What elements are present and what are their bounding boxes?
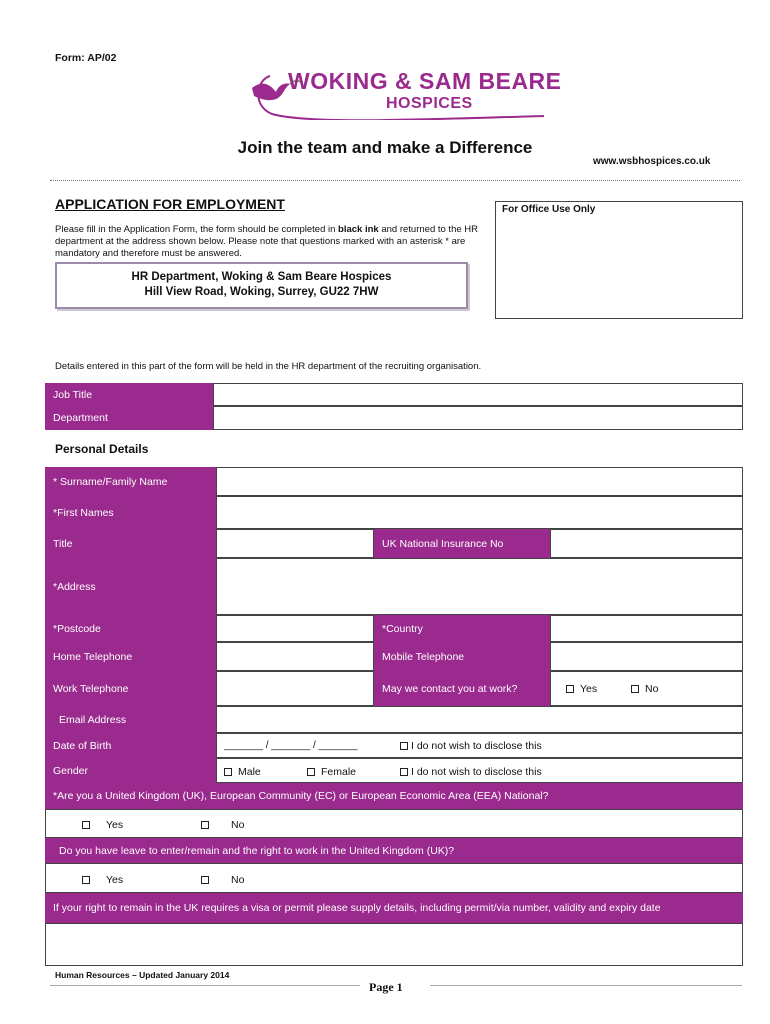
address-line-1: HR Department, Woking & Sam Beare Hospices: [131, 271, 392, 283]
contact-no-option[interactable]: [631, 683, 658, 695]
national-yes-label: Yes: [106, 819, 124, 831]
national-answer-row: [45, 809, 743, 838]
surname-field[interactable]: [216, 467, 743, 496]
surname-label: * Surname/Family Name: [45, 467, 216, 496]
gender-label: Gender: [45, 758, 216, 783]
address-line-2: Hill View Road, Woking, Surrey, GU22 7HW: [144, 286, 379, 298]
dob-no-disclose-label: I do not wish to disclose this: [411, 740, 542, 752]
checkbox-icon[interactable]: [201, 821, 209, 829]
leave-no-option[interactable]: [201, 874, 244, 886]
department-label: Department: [45, 406, 213, 430]
footer-line-right: [430, 985, 742, 986]
address-label: *Address: [45, 558, 216, 615]
gender-no-disclose-label: I do not wish to disclose this: [411, 766, 542, 778]
leave-yes-label: Yes: [106, 874, 124, 886]
website: www.wsbhospices.co.uk: [593, 156, 711, 167]
title-field[interactable]: [216, 529, 374, 558]
ni-number-field[interactable]: [550, 529, 743, 558]
hospice-logo: [248, 66, 562, 120]
gender-no-disclose-option[interactable]: [400, 766, 542, 778]
postcode-label: *Postcode: [45, 615, 216, 642]
intro-text-start: Please fill in the Application Form, the form should be completed in: [55, 224, 339, 235]
checkbox-icon[interactable]: [566, 685, 574, 693]
dob-row: [216, 733, 743, 758]
home-telephone-field[interactable]: [216, 642, 374, 671]
logo-line-2: HOSPICES: [386, 95, 473, 112]
form-code: Form: AP/02: [55, 52, 117, 64]
checkbox-icon[interactable]: [400, 742, 408, 750]
page-number: Page 1: [369, 980, 403, 994]
checkbox-icon[interactable]: [201, 876, 209, 884]
checkbox-icon[interactable]: [224, 768, 232, 776]
contact-at-work-label: May we contact you at work?: [374, 671, 550, 706]
country-label: *Country: [374, 615, 550, 642]
home-telephone-label: Home Telephone: [45, 642, 216, 671]
department-field[interactable]: [213, 406, 743, 430]
intro-text-end: and returned to the HR department at the address shown below. Please note that questions marked with an asterisk * are mandatory and therefore must be answered.: [55, 224, 479, 259]
permit-details-field[interactable]: [45, 923, 743, 966]
country-field[interactable]: [550, 615, 743, 642]
header-divider: [50, 180, 740, 181]
address-box: [55, 262, 468, 309]
contact-at-work-options: [550, 671, 743, 706]
work-telephone-label: Work Telephone: [45, 671, 216, 706]
footer-line-left: [50, 985, 360, 986]
logo-line-1: WOKING & SAM BEARE: [288, 68, 562, 94]
headline: Join the team and make a Difference: [237, 138, 533, 157]
email-label: Email Address: [45, 706, 216, 733]
intro-text-bold: black ink: [338, 224, 379, 235]
checkbox-icon[interactable]: [307, 768, 315, 776]
contact-yes-label: Yes: [580, 683, 598, 695]
gender-male-label: Male: [238, 766, 261, 778]
mobile-telephone-field[interactable]: [550, 642, 743, 671]
footer-updated: Human Resources – Updated January 2014: [55, 970, 230, 980]
leave-to-remain-question: Do you have leave to enter/remain and the right to work in the United Kingdom (UK)?: [45, 838, 743, 863]
job-title-label: Job Title: [45, 383, 213, 406]
hr-note: Details entered in this part of the form will be held in the HR department of the recruiting organisation.: [55, 361, 482, 372]
checkbox-icon[interactable]: [631, 685, 639, 693]
gender-male-option[interactable]: [224, 766, 261, 778]
gender-female-option[interactable]: [307, 766, 356, 778]
personal-details-heading: Personal Details: [55, 442, 149, 456]
title-label: Title: [45, 529, 216, 558]
national-no-option[interactable]: [201, 819, 244, 831]
address-field[interactable]: [216, 558, 743, 615]
dob-no-disclose-option[interactable]: [400, 740, 542, 752]
office-use-label: For Office Use Only: [502, 204, 596, 215]
checkbox-icon[interactable]: [400, 768, 408, 776]
permit-question: If your right to remain in the UK requires a visa or permit please supply details, including permit/via number, validity and expiry date: [45, 893, 743, 923]
dob-field[interactable]: _______ / _______ / _______: [224, 740, 358, 751]
job-title-field[interactable]: [213, 383, 743, 406]
intro-text: [55, 224, 480, 260]
email-field[interactable]: [216, 706, 743, 733]
contact-no-label: No: [645, 683, 659, 695]
work-telephone-field[interactable]: [216, 671, 374, 706]
leave-answer-row: [45, 863, 743, 893]
form-title: APPLICATION FOR EMPLOYMENT: [55, 196, 285, 212]
contact-yes-option[interactable]: [566, 683, 597, 695]
postcode-field[interactable]: [216, 615, 374, 642]
mobile-telephone-label: Mobile Telephone: [374, 642, 550, 671]
national-no-label: No: [231, 819, 245, 831]
dob-label: Date of Birth: [45, 733, 216, 758]
first-names-field[interactable]: [216, 496, 743, 529]
gender-female-label: Female: [321, 766, 357, 778]
national-yes-option[interactable]: [82, 819, 123, 831]
leave-no-label: No: [231, 874, 245, 886]
first-names-label: *First Names: [45, 496, 216, 529]
gender-row: [216, 758, 743, 783]
leave-yes-option[interactable]: [82, 874, 123, 886]
ni-number-label: UK National Insurance No: [374, 529, 550, 558]
checkbox-icon[interactable]: [82, 821, 90, 829]
office-use-box: [495, 201, 743, 319]
checkbox-icon[interactable]: [82, 876, 90, 884]
national-question: *Are you a United Kingdom (UK), European Community (EC) or European Economic Area (EEA) National?: [45, 783, 743, 809]
